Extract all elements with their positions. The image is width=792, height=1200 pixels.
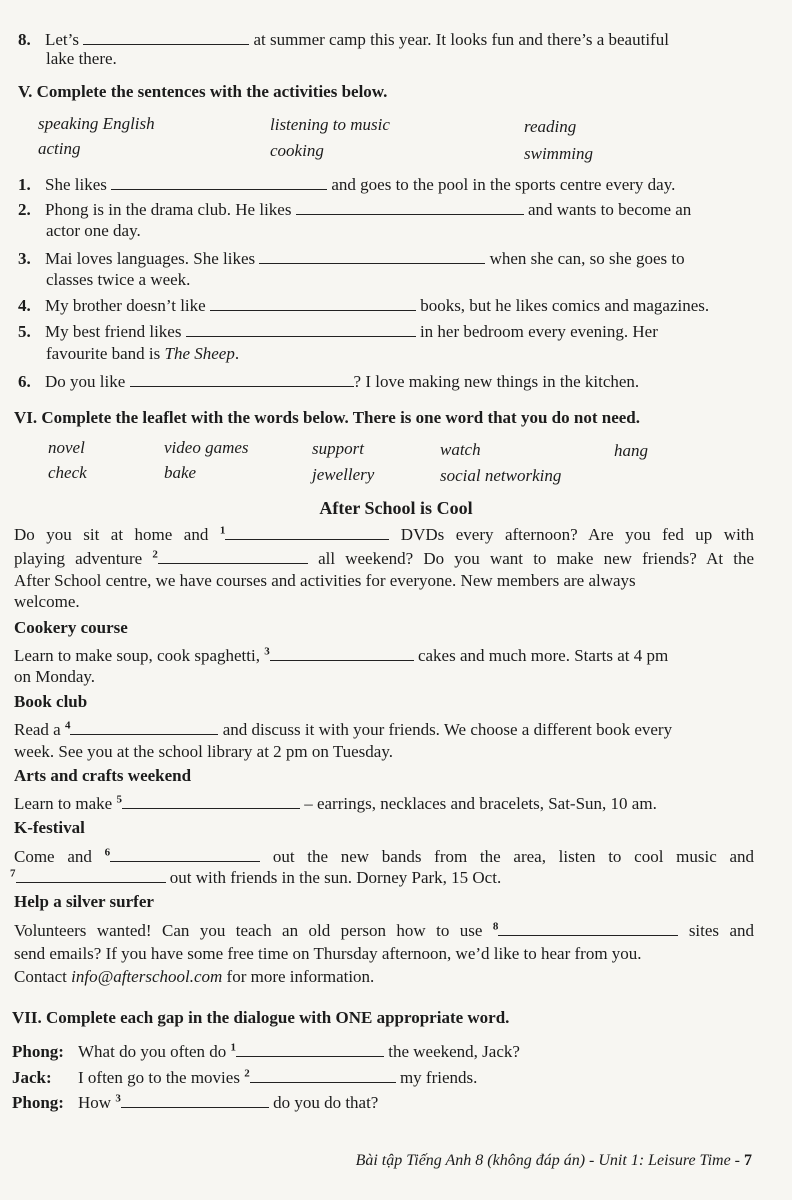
section-vi-heading: VI. Complete the leaflet with the words below. There is one word that you do not need.: [14, 408, 640, 427]
option: watch: [440, 440, 481, 459]
sec5-item-3: 3. Mai loves languages. She likes when she can, so she goes to: [18, 249, 685, 268]
workbook-page: 8. Let’s at summer camp this year. It looks fun and there’s a beautiful lake there. V. Complete the sentences with the activities below. speaking English listening to music reading acting cooking swimming 1. She likes and goes to the pool in the sports centre every day. 2. Phong is in the drama club. He likes and wants to become an actor one day. 3. Mai loves languages. She likes when she can, so she goes to classes twice a week. 4. My brother doesn’t like books, but he likes comics and magazines. 5. My best friend likes in her bedroom every evening. Her favourite band is The Sheep. 6. Do you like ? I love making new things in the kitchen. VI. Complete the leaflet with the words below. There is one word that you do not need. novel video games support watch hang check bake jewellery social networking After School is Cool Do you sit at home and $^1$ DVDs every afternoon? Are you fed up with playing adventure $^2$ all weekend? Do you want to make new friends? At the After School centre, we have courses and activities for everyone. New members are always welcome. Cookery course Learn to make soup, cook spaghetti, $^3$ cakes and much more. Starts at 4 pm on Monday. Book club Read a $^4$ and discuss it with your friends. We choose a different book every week. See you at the school library at 2 pm on Tuesday. Arts and crafts weekend Learn to make $^5$ – earrings, necklaces and bracelets, Sat-Sun, 10 am. K-festival Come and $^6$ out the new bands from the area, listen to cool music and $^7$ out with friends in the sun. Dorney Park, 15 Oct. Help a silver surfer Volunteers wanted! Can you teach an old person how to use $^8$ sites and send emails? If you have some free time on Thursday afternoon, we’d like to hear from you. Contact info@afterschool.com for more information. VII. Complete each gap in the dialogue with ONE appropriate word. Phong: What do you often do $^1$ the weekend, Jack? Jack: I often go to the movies $^2$ my friends. Phong: How $^3$ do you do that? Bài tập Tiếng Anh 8 (không đáp án) - Unit 1: Leisure Time - 7: [0, 0, 792, 1200]
option: novel: [48, 438, 85, 457]
option: reading: [524, 117, 577, 136]
option: hang: [614, 441, 648, 460]
sec5-blank-5[interactable]: [186, 322, 416, 337]
arts-heading: Arts and crafts weekend: [14, 766, 192, 785]
option: listening to music: [270, 115, 390, 134]
option: bake: [164, 463, 197, 482]
option: speaking English: [38, 114, 155, 133]
dialogue-line: Jack: I often go to the movies $^2$ my friends.: [12, 1067, 478, 1087]
sec5-item-5: 5. My best friend likes in her bedroom every evening. Her: [18, 322, 658, 341]
option: cooking: [270, 141, 324, 160]
sec5-blank-1[interactable]: [111, 175, 327, 190]
dialogue-line: Phong: How $^3$ do you do that?: [12, 1092, 379, 1112]
leaflet-blank-8[interactable]: [498, 921, 678, 936]
leaflet-title: After School is Cool: [319, 498, 473, 518]
q8-blank[interactable]: [83, 30, 249, 45]
option: acting: [38, 139, 81, 158]
book-club-heading: Book club: [14, 692, 88, 711]
leaflet-blank-4[interactable]: [70, 720, 218, 735]
section-v-heading: V. Complete the sentences with the activities below.: [18, 82, 388, 101]
section-vii-heading: VII. Complete each gap in the dialogue with ONE appropriate word.: [12, 1008, 510, 1027]
dialogue-blank-2[interactable]: [250, 1068, 396, 1083]
option: check: [48, 463, 87, 482]
silver-surfer-heading: Help a silver surfer: [14, 892, 154, 911]
leaflet-blank-5[interactable]: [122, 794, 300, 809]
dialogue-blank-3[interactable]: [121, 1093, 269, 1108]
sec5-item-6: 6. Do you like ? I love making new things in the kitchen.: [18, 372, 640, 391]
cookery-heading: Cookery course: [14, 618, 128, 637]
option: swimming: [524, 144, 593, 163]
sec5-blank-4[interactable]: [210, 296, 416, 311]
sec5-blank-2[interactable]: [296, 200, 524, 215]
sec5-item-4: 4. My brother doesn’t like books, but he likes comics and magazines.: [18, 296, 710, 315]
sec5-item-1: 1. She likes and goes to the pool in the sports centre every day.: [18, 175, 676, 194]
contact-email: info@afterschool.com: [71, 967, 223, 986]
page-footer: Bài tập Tiếng Anh 8 (không đáp án) - Unit 1: Leisure Time - 7: [355, 1152, 752, 1169]
option: support: [312, 439, 364, 458]
leaflet-blank-7[interactable]: [16, 868, 166, 883]
leaflet-blank-6[interactable]: [110, 847, 260, 862]
k-festival-heading: K-festival: [14, 818, 85, 837]
page-number: 7: [744, 1152, 752, 1169]
leaflet-blank-2[interactable]: [158, 549, 308, 564]
sec5-item-2: 2. Phong is in the drama club. He likes and wants to become an: [18, 200, 692, 219]
q8-line: 8. Let’s at summer camp this year. It looks fun and there’s a beautiful: [18, 30, 669, 49]
leaflet-blank-3[interactable]: [270, 646, 414, 661]
dialogue-blank-1[interactable]: [236, 1042, 384, 1057]
option: video games: [164, 438, 249, 457]
option: social networking: [440, 466, 562, 485]
option: jewellery: [312, 465, 375, 484]
dialogue-line: Phong: What do you often do $^1$ the weekend, Jack?: [12, 1041, 520, 1061]
sec5-blank-6[interactable]: [130, 372, 354, 387]
sec5-blank-3[interactable]: [259, 249, 485, 264]
leaflet-blank-1[interactable]: [225, 525, 389, 540]
